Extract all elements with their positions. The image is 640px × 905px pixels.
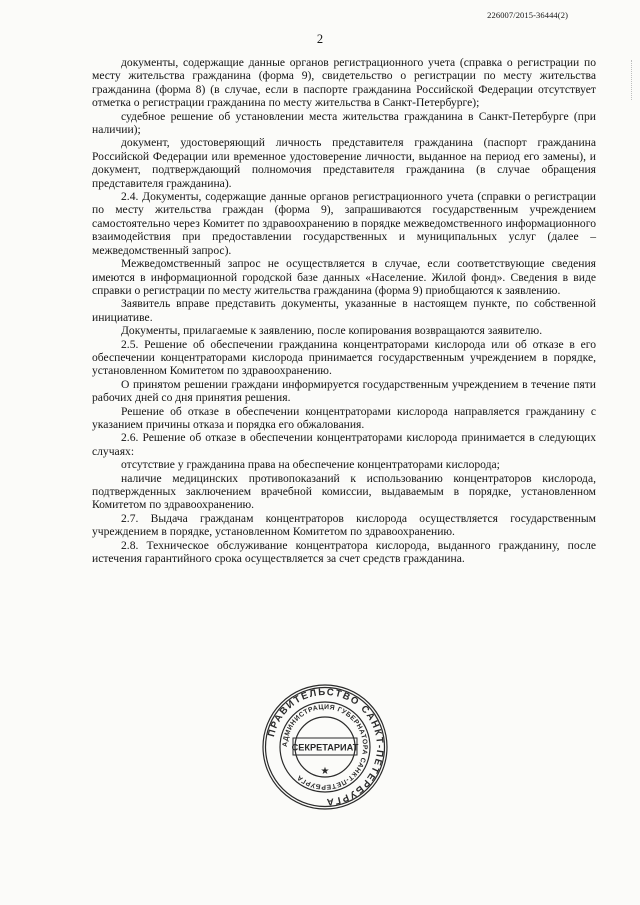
page-number: 2 (316, 32, 324, 46)
document-registration-code: 226007/2015-36444(2) (487, 10, 568, 20)
paragraph-no-right: отсутствие у гражданина права на обеспечение концентраторами кислорода; (121, 458, 500, 472)
stamp-outer-text: ПРАВИТЕЛЬСТВО САНКТ-ПЕТЕРБУРГА (266, 686, 386, 808)
paragraph-2-7: 2.7. Выдача гражданам концентраторов кислорода осуществляется государственным учреждением в порядке, установленном Комитетом по здравоохранению. (92, 511, 596, 539)
scan-margin-marks (627, 60, 632, 100)
paragraph-documents-returned: Документы, прилагаемые к заявлению, после копирования возвращаются заявителю. (121, 324, 543, 338)
paragraph-decision-notice: О принятом решении граждани информируется государственным учреждением в течение пяти рабочих дней со дня принятия решения. (92, 377, 596, 405)
paragraph-refusal-notice: Решение об отказе в обеспечении концентраторами кислорода направляется гражданину с указанием причины отказа и порядка его обжалования. (92, 404, 596, 431)
paragraph-2-8: 2.8. Техническое обслуживание концентратора кислорода, выданного гражданину, после истечения гарантийного срока осуществляется за счет средств гражданина. (92, 538, 596, 566)
official-seal-stamp (260, 682, 390, 812)
paragraph-2-6: 2.6. Решение об отказе в обеспечении концентраторами кислорода принимается в следующих случаях: (92, 431, 596, 458)
stamp-center-text: СЕКРЕТАРИАТ (291, 742, 359, 753)
paragraph-court-decision: судебное решение об установлении места жительства гражданина в Санкт-Петербурге (при наличии); (92, 109, 596, 137)
paragraph-interagency-request: Межведомственный запрос не осуществляется в случае, если соответствующие сведения имеются в информационной городской базе данных «Население. Жилой фонд». Сведения в виде справки о регистрации по месту жительства гражданина (форма 9) приобщаются к заявлению. (92, 257, 596, 297)
stamp-inner-text: АДМИНИСТРАЦИЯ ГУБЕРНАТОРА САНКТ-ПЕТЕРБУРГА (281, 703, 369, 791)
paragraph-representative-id: документ, удостоверяющий личность представителя гражданина (паспорт гражданина Российской Федерации или временное удостоверение личности, выданное на период его замены), и документ, подтверждающий полномочия представителя гражданина (в случае обращения представителя гражданина). (92, 136, 596, 190)
paragraph-contraindications: наличие медицинских противопоказаний к использованию концентраторов кислорода, подтвержденных заключением врачебной комиссии, выдаваемым в порядке, установленном Комитетом по здравоохранению. (92, 471, 596, 512)
paragraph-registration-documents: документы, содержащие данные органов регистрационного учета (справка о регистрации по месту жительства гражданина (форма 9), свидетельство о регистрации по месту жительства гражданина (форма 8) (в случае, если в паспорте гражданина Российской Федерации отсутствует отметка о регистрации гражданина по месту жительства в Санкт-Петербурге); (92, 56, 596, 110)
document-body (92, 56, 596, 565)
paragraph-2-5: 2.5. Решение об обеспечении гражданина концентраторами кислорода или об отказе в его обеспечении концентраторами кислорода принимается государственным учреждением в порядке, установленном Комитетом по здравоохранению. (92, 337, 596, 378)
stamp-star-icon: ★ (320, 766, 330, 777)
paragraph-2-4: 2.4. Документы, содержащие данные органов регистрационного учета (справки о регистрации по месту жительства граждан (форма 9), запрашиваются государственным учреждением самостоятельно через Комитет по здравоохранению в порядке межведомственного информационного взаимодействия при предоставлении государственных и муниципальных услуг (далее – межведомственный запрос). (92, 190, 596, 257)
paragraph-own-initiative: Заявитель вправе представить документы, указанные в настоящем пункте, по собственной инициативе. (92, 297, 596, 324)
